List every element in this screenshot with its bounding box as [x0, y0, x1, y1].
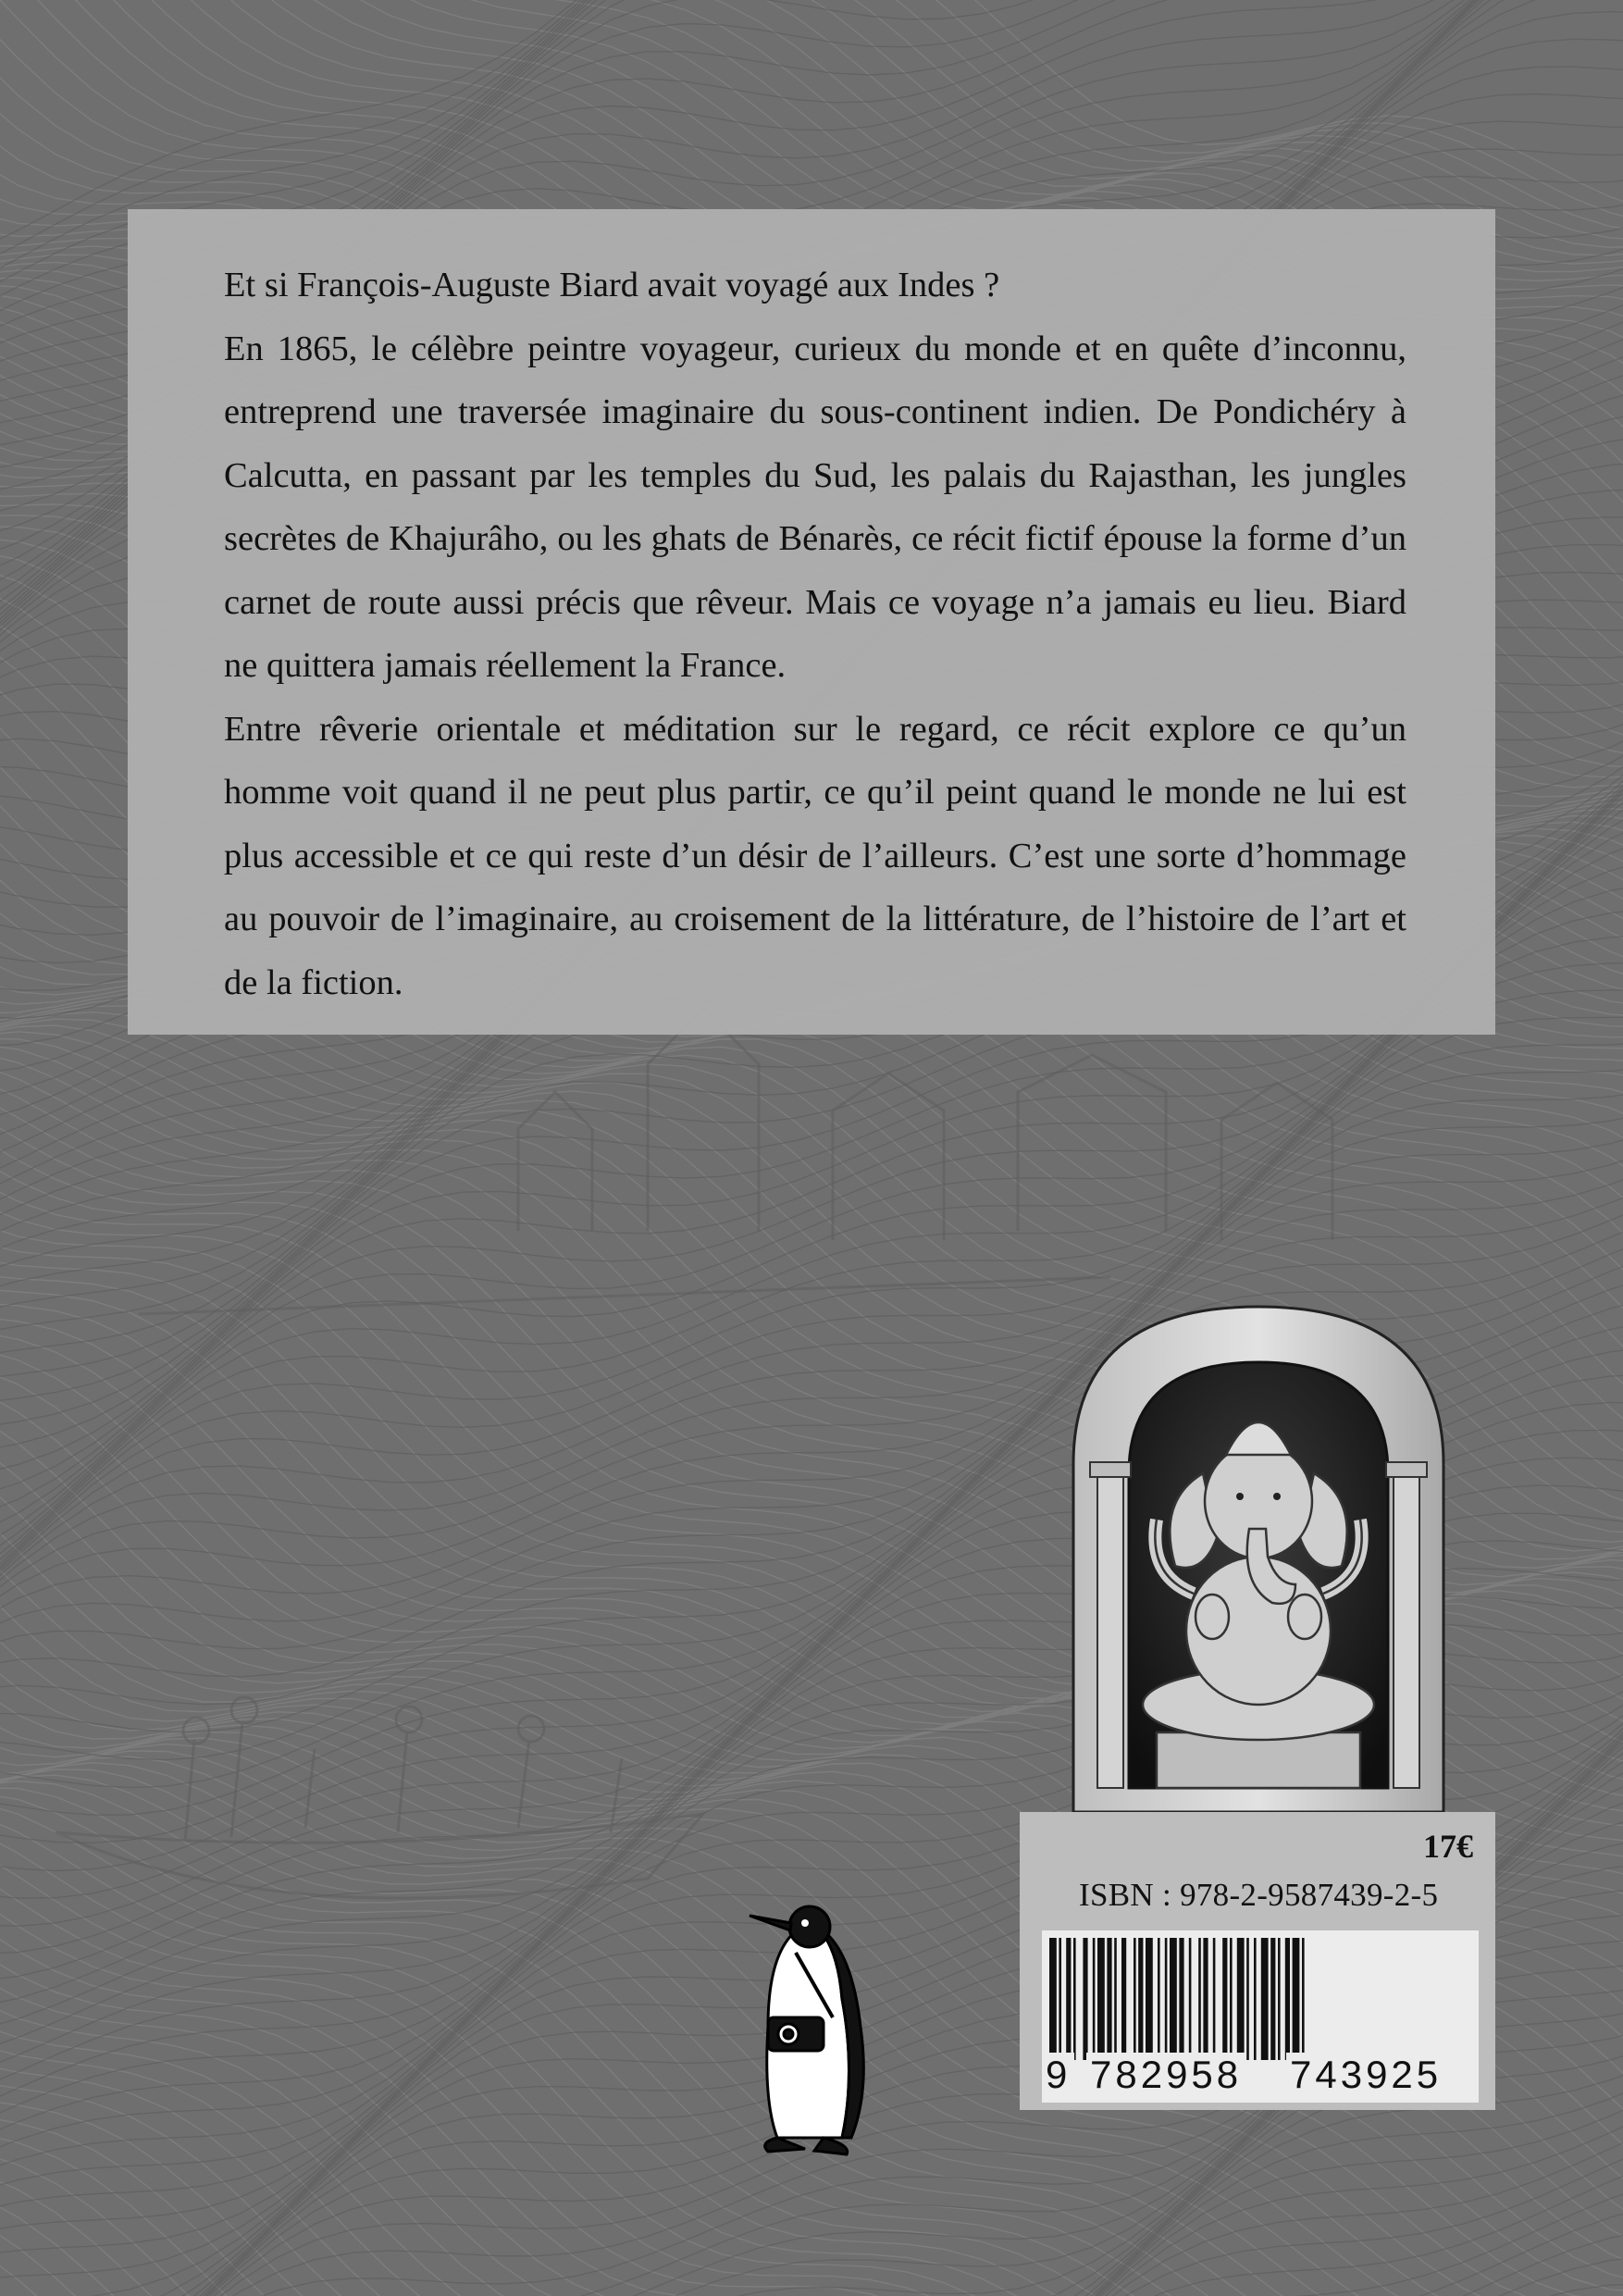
barcode-bar [1121, 1938, 1126, 2060]
barcode-bar [1302, 1938, 1305, 2060]
barcode-bar [1059, 1938, 1061, 2060]
barcode-bar [1158, 1938, 1160, 2060]
ganesha-illustration [1018, 1297, 1499, 1816]
barcode-right-group: 743925 [1286, 2053, 1445, 2097]
barcode-bar [1097, 1938, 1105, 2060]
barcode-lead-digit: 9 [1042, 2053, 1074, 2097]
blurb-panel [128, 209, 1495, 1035]
barcode-bar [1138, 1938, 1143, 2060]
isbn-label: ISBN : 978-2-9587439-2-5 [1079, 1877, 1439, 1913]
blurb-paragraph-2: En 1865, le célèbre peintre voyageur, curieux du monde et en quête d’inconnu, entreprend une traversée imaginaire du sous-continent indien. De Pondichéry à Calcutta, en passant par les temples du Sud, les palais du Rajasthan, les jungles secrètes de Khajurâho, ou les ghats de Bénarès, ce récit fictif épouse la forme d’un carnet de route aussi précis que rêveur. Mais ce voyage n’a jamais eu lieu. Biard ne quittera jamais réellement la France. [224, 329, 1406, 685]
barcode-bar [1179, 1938, 1183, 2060]
barcode-bar [1165, 1938, 1168, 2060]
barcode-bar [1134, 1938, 1136, 2060]
price-barcode-box [1020, 1812, 1495, 2110]
barcode-bar [1285, 1938, 1290, 2060]
barcode-bar [1170, 1938, 1177, 2060]
blurb-paragraph-3: Entre rêverie orientale et méditation sur le regard, ce récit explore ce qu’un homme voit quand il ne peut plus partir, ce qu’il peint quand le monde ne lui est plus accessible et ce qui reste d’un désir de l’ailleurs. C’est une sorte d’hommage au pouvoir de l’imaginaire, au croisement de la littérature, de l’histoire de l’art et de la fiction. [224, 709, 1406, 1002]
barcode-bar [1222, 1938, 1227, 2060]
barcode-bar [1213, 1938, 1216, 2060]
barcode-bar [1254, 1938, 1257, 2060]
barcode-bar [1203, 1938, 1208, 2060]
price-label: 17€ [1423, 1828, 1473, 1865]
barcode-bar [1093, 1938, 1096, 2060]
barcode [1042, 1930, 1479, 2103]
barcode-bar [1146, 1938, 1153, 2060]
barcode-bar [1198, 1938, 1201, 2060]
barcode-bar [1107, 1938, 1111, 2060]
barcode-bar [1083, 1938, 1087, 2060]
barcode-bar [1073, 1938, 1076, 2060]
barcode-bar [1189, 1938, 1192, 2060]
barcode-bar [1237, 1938, 1245, 2060]
barcode-bar [1049, 1938, 1057, 2060]
barcode-digits [1042, 2045, 1479, 2101]
barcode-bar [1261, 1938, 1269, 2060]
barcode-bar [1066, 1938, 1071, 2060]
barcode-bar [1293, 1938, 1300, 2060]
penguin-with-camera-icon [731, 1888, 898, 2166]
barcode-bar [1230, 1938, 1233, 2060]
barcode-bar [1114, 1938, 1117, 2060]
barcode-left-group: 782958 [1086, 2053, 1245, 2097]
barcode-bar [1270, 1938, 1275, 2060]
blurb-paragraph-1: Et si François-Auguste Biard avait voyagé aux Indes ? [224, 266, 1000, 304]
barcode-bar [1278, 1938, 1281, 2060]
barcode-bar [1246, 1938, 1249, 2060]
